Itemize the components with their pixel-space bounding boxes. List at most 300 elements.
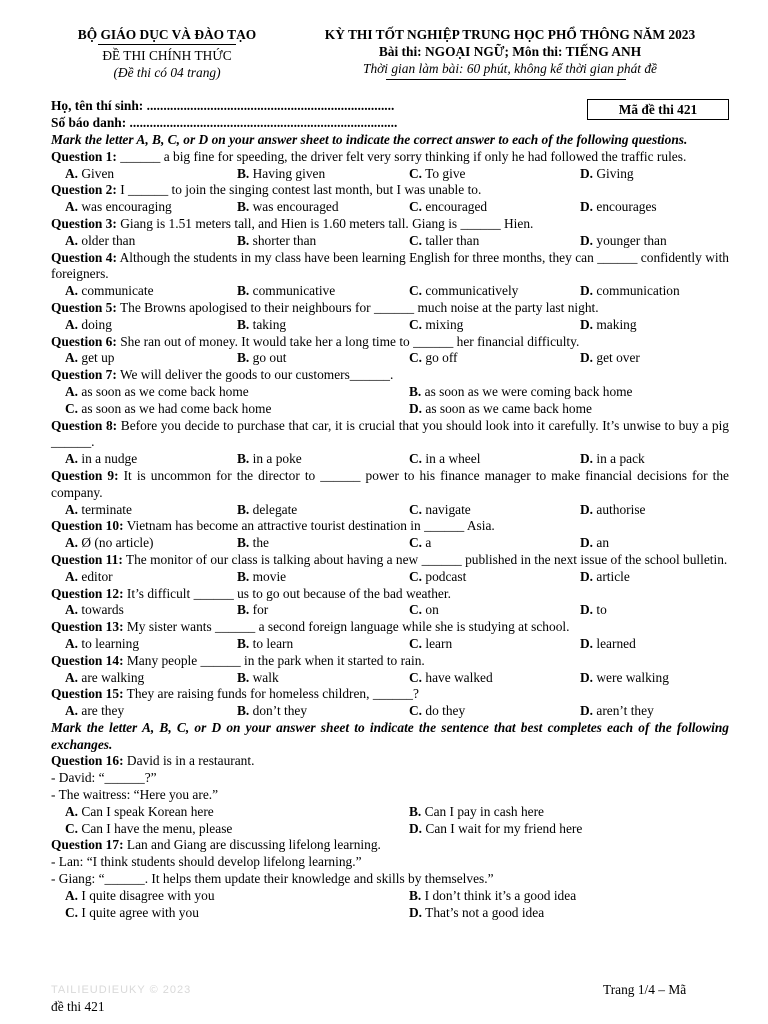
option-text: communicate: [81, 283, 154, 299]
option-text: towards: [81, 602, 124, 618]
question-label: Question 12:: [51, 585, 124, 601]
option-text: walk: [252, 669, 279, 685]
option-d[interactable]: [580, 283, 720, 300]
question-text: I ______ to join the singing contest last month, but I was unable to.: [116, 182, 482, 198]
option-a[interactable]: [65, 283, 237, 300]
option-b[interactable]: [237, 199, 409, 216]
question-label: Question 7:: [51, 367, 117, 383]
options-row: [51, 703, 729, 720]
question-text: Although the students in my class have been learning English for three months, they can ______ confidently with foreigners.: [51, 249, 729, 282]
option-b[interactable]: [409, 384, 633, 401]
options-row: [51, 451, 729, 468]
option-c[interactable]: [409, 350, 580, 367]
option-b[interactable]: [237, 233, 409, 250]
option-text: That’s not a good idea: [425, 904, 545, 920]
candidate-name-dots: ..........................................................................: [143, 98, 395, 113]
question-text: Giang is 1.51 meters tall, and Hien is 1.60 meters tall. Giang is ______ Hien.: [116, 215, 534, 231]
option-text: older than: [81, 232, 136, 248]
option-a[interactable]: [65, 569, 237, 586]
option-letter: C.: [409, 703, 423, 719]
option-text: I don’t think it’s a good idea: [424, 887, 577, 903]
question-10: [51, 518, 729, 535]
header-underline: [98, 44, 236, 45]
option-text: in a nudge: [81, 451, 138, 467]
options-row: [51, 401, 729, 418]
question-13: [51, 619, 729, 636]
question-text: The Browns apologised to their neighbours for ______ much noise at the party last night.: [116, 299, 599, 315]
option-c[interactable]: [409, 602, 580, 619]
option-letter: C.: [409, 199, 423, 215]
question-text: ______ a big fine for speeding, the driver felt very sorry thinking if only he had followed the traffic rules.: [116, 148, 687, 164]
option-letter: C.: [65, 400, 79, 416]
option-letter: A.: [65, 199, 79, 215]
options-row: [51, 636, 729, 653]
option-letter: A.: [65, 703, 79, 719]
question-text: She ran out of money. It would take her a long time to ______ her financial difficulty.: [116, 333, 580, 349]
question-label: Question 13:: [51, 619, 124, 635]
option-text: was encouraged: [252, 199, 339, 215]
option-letter: A.: [65, 887, 79, 903]
option-letter: B.: [237, 316, 250, 332]
option-text: go out: [252, 350, 287, 366]
option-letter: B.: [237, 199, 250, 215]
option-b[interactable]: [237, 166, 409, 183]
option-c[interactable]: [65, 821, 409, 838]
option-text: learn: [425, 635, 453, 651]
option-text: to: [596, 602, 607, 618]
option-text: a: [425, 535, 432, 551]
option-text: encouraged: [425, 199, 488, 215]
option-a[interactable]: [65, 166, 237, 183]
candidate-name-label: Họ, tên thí sinh:: [51, 98, 144, 113]
option-text: don’t they: [252, 703, 308, 719]
option-letter: A.: [65, 803, 79, 819]
option-b[interactable]: [237, 636, 409, 653]
pages-note: (Đề thi có 04 trang): [113, 65, 221, 80]
option-text: was encouraging: [81, 199, 172, 215]
option-d[interactable]: [580, 350, 720, 367]
option-b[interactable]: [237, 670, 409, 687]
option-text: movie: [252, 568, 287, 584]
option-text: navigate: [425, 501, 471, 517]
question-label: Question 8:: [51, 417, 118, 433]
question-text: Vietnam has become an attractive tourist destination in ______ Asia.: [123, 518, 495, 534]
option-text: communicatively: [425, 283, 519, 299]
option-letter: B.: [237, 283, 250, 299]
question-4: [51, 250, 729, 284]
option-text: To give: [425, 165, 466, 181]
question-6: [51, 334, 729, 351]
option-letter: A.: [65, 316, 79, 332]
question-17: [51, 837, 729, 854]
option-d[interactable]: [580, 569, 720, 586]
option-letter: C.: [409, 451, 423, 467]
question-7: [51, 367, 729, 384]
option-c[interactable]: [65, 401, 409, 418]
candidate-info: [51, 98, 729, 132]
header-left: [51, 26, 283, 81]
option-letter: D.: [580, 568, 594, 584]
option-c[interactable]: [409, 535, 580, 552]
option-d[interactable]: [580, 199, 720, 216]
option-c[interactable]: [409, 233, 580, 250]
option-b[interactable]: [237, 317, 409, 334]
option-d[interactable]: [580, 602, 720, 619]
question-3: [51, 216, 729, 233]
option-text: the: [252, 535, 269, 551]
option-b[interactable]: [409, 888, 576, 905]
dialogue-line: - Giang: “______. It helps them update their knowledge and skills by themselves.”: [51, 871, 494, 887]
option-d[interactable]: [409, 401, 592, 418]
option-text: for: [252, 602, 269, 618]
option-text: get up: [81, 350, 115, 366]
option-letter: B.: [409, 887, 422, 903]
question-label: Question 17:: [51, 837, 124, 853]
option-c[interactable]: [409, 317, 580, 334]
option-c[interactable]: [409, 199, 580, 216]
option-letter: A.: [65, 350, 79, 366]
option-a[interactable]: [65, 602, 237, 619]
option-letter: C.: [409, 535, 423, 551]
option-c[interactable]: [409, 502, 580, 519]
option-a[interactable]: [65, 317, 237, 334]
question-label: Question 5:: [51, 299, 117, 315]
option-a[interactable]: [65, 502, 237, 519]
options-row: [51, 317, 729, 334]
options-row: [51, 166, 729, 183]
option-b[interactable]: [237, 350, 409, 367]
option-a[interactable]: [65, 888, 409, 905]
option-text: I quite disagree with you: [81, 887, 215, 903]
question-text: They are raising funds for homeless children, ______?: [123, 686, 419, 702]
option-d[interactable]: [580, 703, 720, 720]
option-text: as soon as we had come back home: [81, 400, 272, 416]
options-row: [51, 670, 729, 687]
option-letter: A.: [65, 383, 79, 399]
option-letter: D.: [409, 400, 423, 416]
exam-header: [51, 26, 729, 90]
options-row: [51, 350, 729, 367]
option-letter: D.: [409, 904, 423, 920]
question-9: [51, 468, 729, 502]
questions-section: [51, 132, 729, 921]
option-text: have walked: [425, 669, 493, 685]
header-underline-right: [386, 79, 626, 80]
dialogue-line: - The waitress: “Here you are.”: [51, 787, 219, 803]
option-b[interactable]: [237, 535, 409, 552]
option-d[interactable]: [580, 317, 720, 334]
question-label: Question 10:: [51, 518, 124, 534]
question-label: Question 3:: [51, 215, 117, 231]
option-letter: D.: [409, 820, 423, 836]
option-a[interactable]: [65, 350, 237, 367]
options-row: [51, 569, 729, 586]
question-label: Question 15:: [51, 686, 124, 702]
option-text: podcast: [425, 568, 467, 584]
option-b[interactable]: [237, 283, 409, 300]
option-c[interactable]: [409, 451, 580, 468]
option-c[interactable]: [409, 636, 580, 653]
option-b[interactable]: [237, 703, 409, 720]
option-c[interactable]: [65, 905, 409, 922]
option-text: get over: [596, 350, 640, 366]
option-letter: D.: [580, 283, 594, 299]
question-text: Before you decide to purchase that car, it is crucial that you should look into it carefully. It’s unwise to buy a pig ______.: [51, 417, 730, 450]
option-letter: A.: [65, 165, 79, 181]
option-letter: A.: [65, 635, 79, 651]
option-letter: B.: [237, 232, 250, 248]
option-letter: D.: [580, 602, 594, 618]
option-letter: C.: [409, 283, 423, 299]
option-letter: B.: [237, 535, 250, 551]
options-row: [51, 233, 729, 250]
option-text: are they: [81, 703, 125, 719]
option-text: Given: [81, 165, 115, 181]
question-text: It is uncommon for the director to ______ power to his finance manager to make financial decisions for the company.: [51, 467, 730, 500]
question-label: Question 16:: [51, 753, 124, 769]
page-number: Trang 1/4 – Mã: [603, 982, 687, 997]
option-letter: D.: [580, 165, 594, 181]
question-12: [51, 586, 729, 603]
option-d[interactable]: [409, 821, 582, 838]
option-a[interactable]: [65, 804, 409, 821]
options-row: [51, 283, 729, 300]
question-2: [51, 182, 729, 199]
question-label: Question 4:: [51, 249, 117, 265]
option-text: an: [596, 535, 610, 551]
option-b[interactable]: [237, 451, 409, 468]
question-label: Question 6:: [51, 333, 117, 349]
option-letter: B.: [409, 803, 422, 819]
option-text: Giving: [596, 165, 634, 181]
option-letter: B.: [237, 501, 250, 517]
header-right: [291, 26, 729, 80]
option-a[interactable]: [65, 384, 409, 401]
option-letter: B.: [237, 568, 250, 584]
options-row: [51, 535, 729, 552]
option-text: Ø (no article): [81, 535, 154, 551]
option-d[interactable]: [580, 233, 720, 250]
instruction-part1: Mark the letter A, B, C, or D on your answer sheet to indicate the correct answer to each of the following questions.: [51, 132, 688, 147]
options-row: [51, 821, 729, 838]
options-row: [51, 199, 729, 216]
time-note: Thời gian làm bài: 60 phút, không kể thời gian phát đề: [363, 61, 657, 76]
option-text: mixing: [425, 316, 464, 332]
option-text: terminate: [81, 501, 132, 517]
candidate-id-dots: ................................................................................: [126, 114, 398, 130]
option-text: communication: [596, 283, 680, 299]
option-letter: D.: [580, 703, 594, 719]
question-14: [51, 653, 729, 670]
option-letter: C.: [409, 568, 423, 584]
option-b[interactable]: [237, 502, 409, 519]
option-text: learned: [596, 635, 636, 651]
option-letter: D.: [580, 199, 594, 215]
option-text: aren’t they: [596, 703, 654, 719]
options-row: [51, 905, 729, 922]
questions-part1: [51, 149, 729, 720]
option-letter: D.: [580, 232, 594, 248]
question-text: The monitor of our class is talking about having a new ______ published in the next issue of the school bulletin.: [122, 551, 728, 567]
option-text: communicative: [252, 283, 336, 299]
option-text: as soon as we come back home: [81, 383, 249, 399]
option-c[interactable]: [409, 166, 580, 183]
option-a[interactable]: [65, 670, 237, 687]
option-d[interactable]: [580, 451, 720, 468]
option-a[interactable]: [65, 636, 237, 653]
option-letter: B.: [237, 703, 250, 719]
option-letter: D.: [580, 350, 594, 366]
option-letter: C.: [409, 635, 423, 651]
question-text: David is in a restaurant.: [123, 753, 255, 769]
option-c[interactable]: [409, 703, 580, 720]
option-letter: B.: [237, 669, 250, 685]
option-letter: C.: [65, 904, 79, 920]
option-letter: C.: [409, 165, 423, 181]
option-text: as soon as we were coming back home: [424, 383, 633, 399]
option-b[interactable]: [409, 804, 544, 821]
option-a[interactable]: [65, 535, 237, 552]
option-letter: D.: [580, 535, 594, 551]
option-d[interactable]: [409, 905, 544, 922]
option-letter: A.: [65, 232, 79, 248]
option-text: do they: [425, 703, 466, 719]
option-letter: A.: [65, 602, 79, 618]
option-c[interactable]: [409, 670, 580, 687]
option-a[interactable]: [65, 233, 237, 250]
option-text: Can I speak Korean here: [81, 803, 214, 819]
option-letter: B.: [237, 602, 250, 618]
option-text: article: [596, 568, 630, 584]
question-label: Question 11:: [51, 551, 123, 567]
option-letter: D.: [580, 669, 594, 685]
option-d[interactable]: [580, 166, 720, 183]
exam-subject: Bài thi: NGOẠI NGỮ; Môn thi: TIẾNG ANH: [378, 44, 642, 59]
option-letter: C.: [409, 232, 423, 248]
option-text: in a wheel: [425, 451, 481, 467]
option-text: doing: [81, 316, 112, 332]
option-letter: D.: [580, 501, 594, 517]
option-letter: C.: [409, 602, 423, 618]
option-text: making: [596, 316, 637, 332]
question-label: Question 1:: [51, 148, 117, 164]
option-d[interactable]: [580, 502, 720, 519]
option-d[interactable]: [580, 535, 720, 552]
question-label: Question 2:: [51, 182, 117, 198]
option-text: editor: [81, 568, 113, 584]
question-8: [51, 418, 729, 452]
option-letter: A.: [65, 568, 79, 584]
question-11: [51, 552, 729, 569]
option-letter: B.: [237, 350, 250, 366]
questions-part2: [51, 753, 729, 921]
option-text: shorter than: [252, 232, 317, 248]
option-d[interactable]: [580, 670, 720, 687]
question-text: We will deliver the goods to our customers______.: [116, 367, 394, 383]
option-letter: C.: [409, 501, 423, 517]
option-text: as soon as we came back home: [425, 400, 592, 416]
exam-page: [51, 26, 729, 921]
question-text: Many people ______ in the park when it started to rain.: [123, 652, 425, 668]
ministry-name: BỘ GIÁO DỤC VÀ ĐÀO TẠO: [77, 27, 257, 42]
option-letter: C.: [65, 820, 79, 836]
watermark: TAILIEUDIEUKY © 2023: [51, 984, 192, 996]
option-letter: B.: [237, 635, 250, 651]
exam-code-box: Mã đề thi 421: [587, 99, 729, 120]
option-letter: C.: [409, 350, 423, 366]
option-text: authorise: [596, 501, 646, 517]
option-text: to learning: [81, 635, 140, 651]
option-c[interactable]: [409, 569, 580, 586]
option-text: Can I wait for my friend here: [425, 820, 583, 836]
dialogue-line: - David: “______?”: [51, 770, 157, 786]
option-text: are walking: [81, 669, 145, 685]
option-letter: A.: [65, 451, 79, 467]
option-text: delegate: [252, 501, 298, 517]
official-label: ĐỀ THI CHÍNH THỨC: [102, 48, 232, 63]
option-letter: D.: [580, 635, 594, 651]
option-a[interactable]: [65, 703, 237, 720]
option-text: in a poke: [252, 451, 302, 467]
question-label: Question 14:: [51, 652, 124, 668]
option-letter: D.: [580, 316, 594, 332]
option-letter: A.: [65, 535, 79, 551]
option-text: I quite agree with you: [81, 904, 199, 920]
option-text: on: [425, 602, 439, 618]
option-letter: D.: [580, 451, 594, 467]
option-text: to learn: [252, 635, 294, 651]
option-text: younger than: [596, 232, 667, 248]
option-text: go off: [425, 350, 458, 366]
option-c[interactable]: [409, 283, 580, 300]
option-b[interactable]: [237, 602, 409, 619]
footer-exam-code: đề thi 421: [51, 999, 105, 1014]
option-text: encourages: [596, 199, 657, 215]
options-row: [51, 888, 729, 905]
options-row: [51, 804, 729, 821]
option-letter: C.: [409, 316, 423, 332]
question-1: [51, 149, 729, 166]
option-text: were walking: [596, 669, 669, 685]
option-text: taller than: [425, 232, 480, 248]
option-text: Having given: [252, 165, 326, 181]
option-d[interactable]: [580, 636, 720, 653]
option-b[interactable]: [237, 569, 409, 586]
option-letter: C.: [409, 669, 423, 685]
option-text: Can I pay in cash here: [424, 803, 544, 819]
option-a[interactable]: [65, 199, 237, 216]
option-text: in a pack: [596, 451, 645, 467]
dialogue-line: - Lan: “I think students should develop lifelong learning.”: [51, 854, 362, 870]
question-5: [51, 300, 729, 317]
exam-title: KỲ THI TỐT NGHIỆP TRUNG HỌC PHỔ THÔNG NĂM 2023: [324, 27, 696, 42]
question-text: It’s difficult ______ us to go out because of the bad weather.: [123, 585, 451, 601]
option-text: taking: [252, 316, 287, 332]
question-15: [51, 686, 729, 703]
question-16: [51, 753, 729, 770]
candidate-id-label: Số báo danh:: [51, 114, 127, 130]
options-row: [51, 384, 729, 401]
option-letter: A.: [65, 669, 79, 685]
option-a[interactable]: [65, 451, 237, 468]
option-letter: B.: [409, 383, 422, 399]
option-letter: B.: [237, 165, 250, 181]
option-text: Can I have the menu, please: [81, 820, 233, 836]
options-row: [51, 502, 729, 519]
question-text: Lan and Giang are discussing lifelong learning.: [123, 837, 381, 853]
question-text: My sister wants ______ a second foreign language while she is studying at school.: [123, 619, 570, 635]
option-letter: A.: [65, 283, 79, 299]
